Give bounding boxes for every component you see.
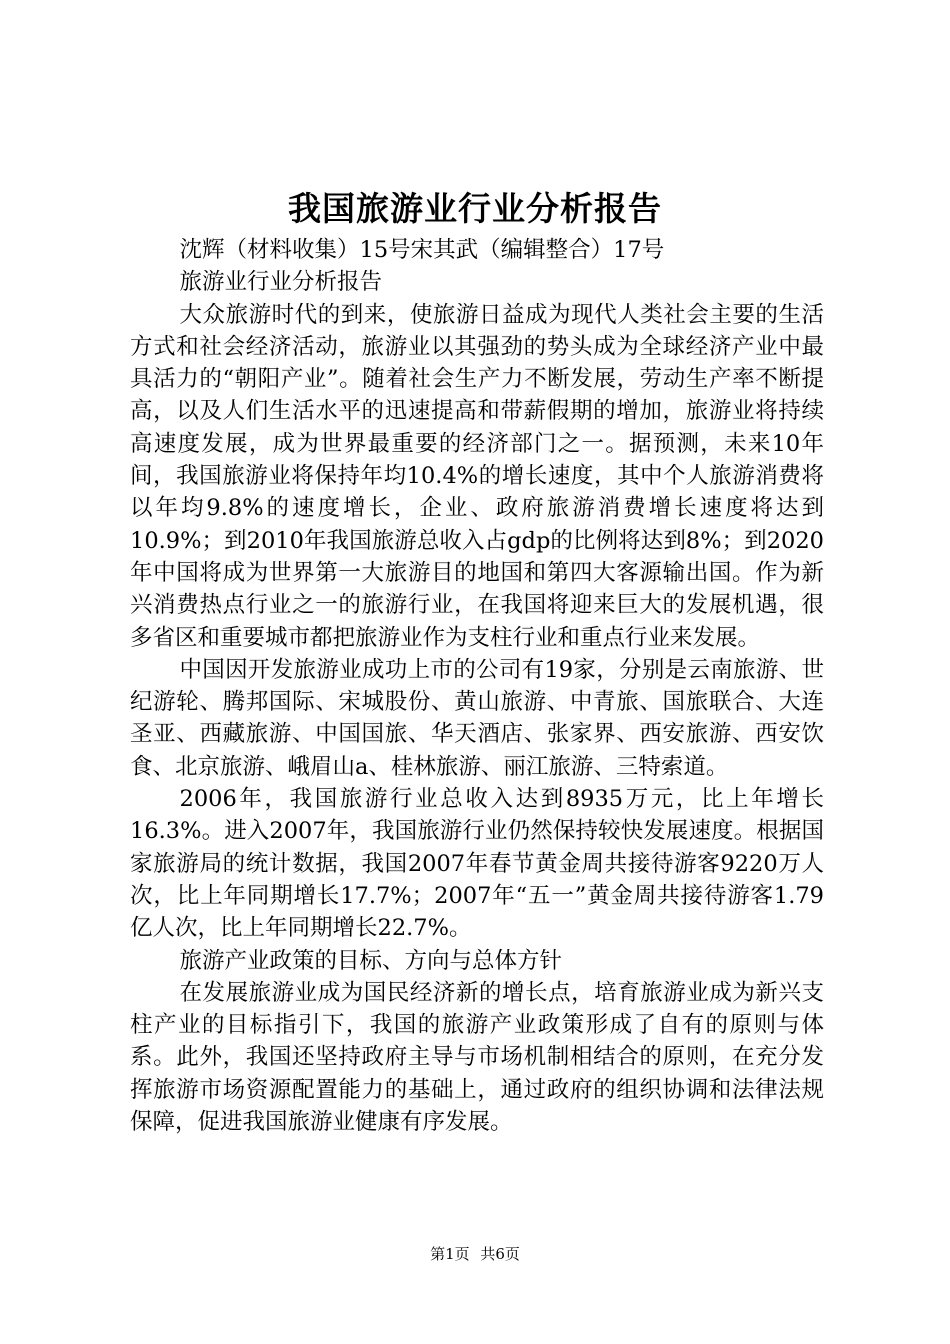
- paragraph-listed-companies: 中国因开发旅游业成功上市的公司有19家，分别是云南旅游、世纪游轮、腾邦国际、宋城股份、黄山旅游、中青旅、国旅联合、大连圣亚、西藏旅游、中国国旅、华天酒店、张家界、西安旅游、西安饮食、北京旅游、峨眉山a、桂林旅游、丽江旅游、三特索道。: [130, 656, 824, 780]
- page-number-current: 第1页: [430, 1245, 470, 1263]
- page-footer: [0, 1243, 950, 1265]
- document-title: 我国旅游业行业分析报告: [288, 189, 662, 228]
- paragraph-intro: 大众旅游时代的到来，使旅游日益成为现代人类社会主要的生活方式和社会经济活动，旅游业以其强劲的势头成为全球经济产业中最具活力的“朝阳产业”。随着社会生产力不断发展，劳动生产率不断提高，以及人们生活水平的迅速提高和带薪假期的增加，旅游业将持续高速度发展，成为世界最重要的经济部门之一。据预测，未来10年间，我国旅游业将保持年均10.4%的增长速度，其中个人旅游消费将以年均9.8%的速度增长，企业、政府旅游消费增长速度将达到10.9%；到2010年我国旅游总收入占gdp的比例将达到8%；到2020年中国将成为世界第一大旅游目的地国和第四大客源输出国。作为新兴消费热点行业之一的旅游行业，在我国将迎来巨大的发展机遇，很多省区和重要城市都把旅游业作为支柱行业和重点行业来发展。: [130, 301, 824, 651]
- authors-line: 沈辉（材料收集）15号宋其武（编辑整合）17号: [179, 237, 665, 263]
- section-heading-policy: 旅游产业政策的目标、方向与总体方针: [179, 947, 563, 974]
- subtitle-line: 旅游业行业分析报告: [179, 269, 383, 296]
- page-number-total: 共6页: [480, 1245, 520, 1263]
- paragraph-statistics: 2006年，我国旅游行业总收入达到8935万元，比上年增长16.3%。进入2007年，我国旅游行业仍然保持较快发展速度。根据国家旅游局的统计数据，我国2007年春节黄金周共接待游客9220万人次，比上年同期增长17.7%；2007年“五一”黄金周共接待游客1.79亿人次，比上年同期增长22.7%。: [130, 786, 824, 942]
- document-body: [130, 234, 824, 1138]
- paragraph-policy: 在发展旅游业成为国民经济新的增长点，培育旅游业成为新兴支柱产业的目标指引下，我国的旅游产业政策形成了自有的原则与体系。此外，我国还坚持政府主导与市场机制相结合的原则，在充分发挥旅游市场资源配置能力的基础上，通过政府的组织协调和法律法规保障，促进我国旅游业健康有序发展。: [130, 979, 824, 1136]
